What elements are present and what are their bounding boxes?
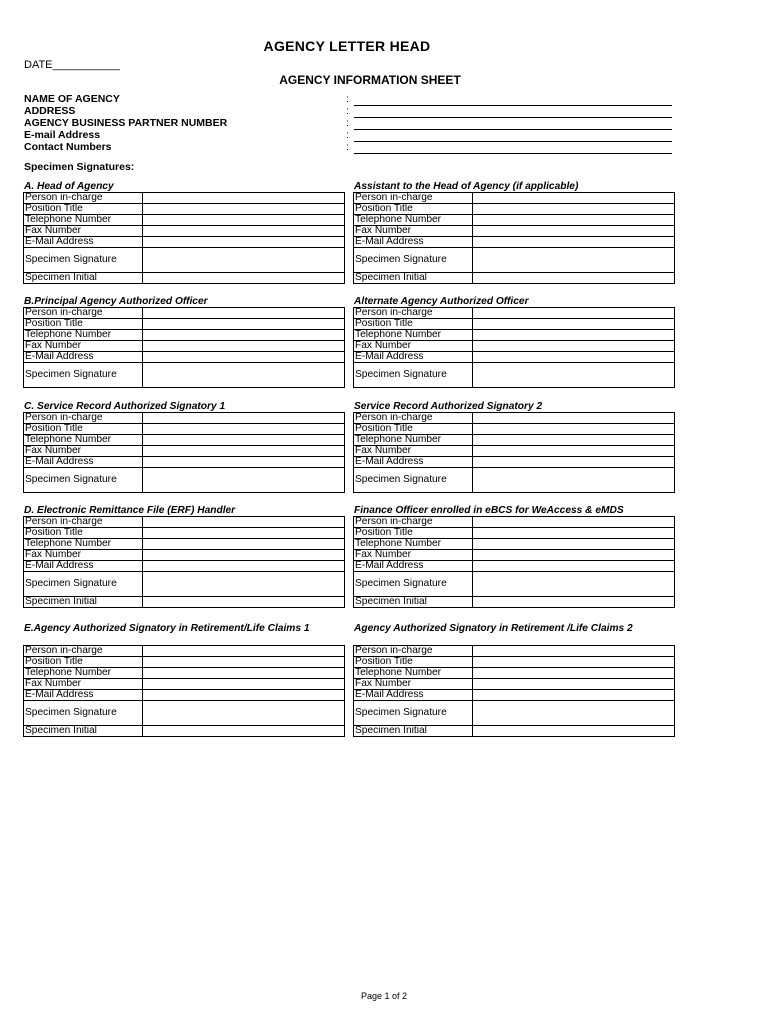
table-row <box>24 517 345 528</box>
field-input-cell[interactable] <box>143 341 345 352</box>
table-row <box>354 646 675 657</box>
table-row <box>354 668 675 679</box>
table-row <box>24 457 345 468</box>
table-row <box>24 668 345 679</box>
field-label: Telephone Number <box>354 539 473 550</box>
field-input-cell[interactable] <box>143 550 345 561</box>
field-label: Telephone Number <box>354 330 473 341</box>
field-input-cell[interactable] <box>143 726 345 737</box>
table-row <box>24 561 345 572</box>
field-label: Specimen Initial <box>24 726 143 737</box>
field-input-cell[interactable] <box>143 330 345 341</box>
field-input-cell[interactable] <box>143 273 345 284</box>
field-label: Specimen Signature <box>354 248 473 273</box>
table-row <box>24 550 345 561</box>
field-label: Specimen Signature <box>24 701 143 726</box>
field-input-cell[interactable] <box>143 413 345 424</box>
field-label: Specimen Signature <box>354 701 473 726</box>
field-label: Position Title <box>24 319 143 330</box>
field-label: Fax Number <box>354 679 473 690</box>
field-label: Fax Number <box>354 341 473 352</box>
section-c-right-table <box>353 412 675 493</box>
field-input-cell[interactable] <box>143 572 345 597</box>
table-row <box>24 237 345 248</box>
field-input-cell[interactable] <box>473 701 675 726</box>
page-number: Page 1 of 2 <box>360 991 408 1001</box>
field-label: E-Mail Address <box>354 457 473 468</box>
field-label: Person in-charge <box>24 646 143 657</box>
section-e-right-table <box>353 645 675 737</box>
field-input-cell[interactable] <box>143 226 345 237</box>
table-row <box>24 352 345 363</box>
field-label: Telephone Number <box>354 215 473 226</box>
sheet-subtitle: AGENCY INFORMATION SHEET <box>279 73 461 87</box>
info-colon: : <box>346 93 349 105</box>
field-input-cell[interactable] <box>143 248 345 273</box>
table-row <box>354 690 675 701</box>
field-label: E-Mail Address <box>24 457 143 468</box>
field-input-cell[interactable] <box>473 457 675 468</box>
field-label: Person in-charge <box>24 413 143 424</box>
table-row <box>24 468 345 493</box>
info-label: Contact Numbers <box>24 141 112 153</box>
table-row <box>354 237 675 248</box>
field-input-cell[interactable] <box>143 424 345 435</box>
table-row <box>354 528 675 539</box>
date-field[interactable]: DATE___________ <box>24 59 120 71</box>
field-input-cell[interactable] <box>473 341 675 352</box>
table-row <box>354 561 675 572</box>
field-label: Position Title <box>354 424 473 435</box>
field-input-cell[interactable] <box>143 668 345 679</box>
field-input-cell[interactable] <box>473 273 675 284</box>
field-input-cell[interactable] <box>473 424 675 435</box>
section-c-left-title: C. Service Record Authorized Signatory 1 <box>24 401 226 412</box>
field-label: Specimen Signature <box>24 248 143 273</box>
table-row <box>24 204 345 215</box>
field-input-cell[interactable] <box>143 528 345 539</box>
section-e-left-title: E.Agency Authorized Signatory in Retirement/Life Claims 1 <box>24 623 310 634</box>
info-label: E-mail Address <box>24 129 101 141</box>
table-row <box>24 528 345 539</box>
field-label: Position Title <box>354 319 473 330</box>
table-row <box>354 341 675 352</box>
field-label: Fax Number <box>354 550 473 561</box>
field-input-cell[interactable] <box>473 435 675 446</box>
field-label: Specimen Initial <box>24 273 143 284</box>
field-input-cell[interactable] <box>143 539 345 550</box>
section-a-right-table <box>353 192 675 284</box>
table-row <box>24 679 345 690</box>
field-input-cell[interactable] <box>143 457 345 468</box>
field-label: Telephone Number <box>354 668 473 679</box>
field-label: E-Mail Address <box>24 561 143 572</box>
table-row <box>24 319 345 330</box>
table-row <box>354 319 675 330</box>
table-row <box>354 226 675 237</box>
field-input-cell[interactable] <box>473 204 675 215</box>
field-input-cell[interactable] <box>473 226 675 237</box>
field-label: Specimen Initial <box>354 726 473 737</box>
field-label: Fax Number <box>24 550 143 561</box>
field-label: Telephone Number <box>24 435 143 446</box>
section-d-left-table <box>23 516 345 608</box>
table-row <box>24 446 345 457</box>
info-colon: : <box>346 117 349 129</box>
table-row <box>24 413 345 424</box>
section-a-left-table <box>23 192 345 284</box>
table-row <box>354 193 675 204</box>
info-label: NAME OF AGENCY <box>24 93 120 105</box>
field-input-cell[interactable] <box>143 319 345 330</box>
section-c-right-title: Service Record Authorized Signatory 2 <box>354 401 543 412</box>
table-row <box>354 539 675 550</box>
field-label: E-Mail Address <box>354 237 473 248</box>
field-label: Telephone Number <box>24 668 143 679</box>
info-colon: : <box>346 141 349 153</box>
field-label: Specimen Signature <box>354 363 473 388</box>
field-label: Position Title <box>354 657 473 668</box>
field-input-cell[interactable] <box>473 319 675 330</box>
field-input-cell[interactable] <box>143 237 345 248</box>
table-row <box>354 248 675 273</box>
table-row <box>24 330 345 341</box>
field-input-cell[interactable] <box>473 517 675 528</box>
field-label: Position Title <box>24 657 143 668</box>
field-label: Specimen Initial <box>354 597 473 608</box>
section-b-right-table <box>353 307 675 388</box>
table-row <box>354 352 675 363</box>
table-row <box>354 679 675 690</box>
table-row <box>354 435 675 446</box>
field-input-cell[interactable] <box>473 468 675 493</box>
field-input-cell[interactable] <box>143 690 345 701</box>
field-input-cell[interactable] <box>473 330 675 341</box>
field-label: Person in-charge <box>354 193 473 204</box>
table-row <box>24 363 345 388</box>
field-input-cell[interactable] <box>143 215 345 226</box>
field-input-cell[interactable] <box>473 352 675 363</box>
table-row <box>354 413 675 424</box>
field-input-cell[interactable] <box>143 657 345 668</box>
section-b-right-title: Alternate Agency Authorized Officer <box>354 296 529 307</box>
table-row <box>24 597 345 608</box>
field-label: Fax Number <box>24 446 143 457</box>
field-label: Position Title <box>24 528 143 539</box>
field-label: Person in-charge <box>24 517 143 528</box>
table-row <box>354 204 675 215</box>
field-label: Person in-charge <box>354 646 473 657</box>
field-label: E-Mail Address <box>24 352 143 363</box>
table-row <box>354 308 675 319</box>
field-input-cell[interactable] <box>143 352 345 363</box>
table-row <box>24 341 345 352</box>
table-row <box>354 657 675 668</box>
table-row <box>24 424 345 435</box>
field-input-cell[interactable] <box>473 308 675 319</box>
table-row <box>24 435 345 446</box>
field-label: E-Mail Address <box>24 690 143 701</box>
field-label: Position Title <box>24 424 143 435</box>
section-c-left-table <box>23 412 345 493</box>
field-input-cell[interactable] <box>473 539 675 550</box>
field-label: Position Title <box>24 204 143 215</box>
field-input-cell[interactable] <box>143 308 345 319</box>
field-input-cell[interactable] <box>473 446 675 457</box>
field-input-cell[interactable] <box>473 679 675 690</box>
section-b-left-table <box>23 307 345 388</box>
field-input-cell[interactable] <box>143 701 345 726</box>
info-label: AGENCY BUSINESS PARTNER NUMBER <box>24 117 228 129</box>
field-label: Specimen Signature <box>354 468 473 493</box>
info-row-contact-numbers[interactable] <box>24 142 672 154</box>
field-input-cell[interactable] <box>143 446 345 457</box>
field-input-cell[interactable] <box>473 690 675 701</box>
section-d-left-title: D. Electronic Remittance File (ERF) Handler <box>24 505 236 516</box>
field-input-cell[interactable] <box>473 668 675 679</box>
section-a-left-title: A. Head of Agency <box>24 181 114 192</box>
table-row <box>24 248 345 273</box>
info-label: ADDRESS <box>24 105 76 117</box>
field-input-cell[interactable] <box>473 215 675 226</box>
field-label: E-Mail Address <box>354 561 473 572</box>
section-e-right-title: Agency Authorized Signatory in Retirement /Life Claims 2 <box>354 623 633 634</box>
table-row <box>24 273 345 284</box>
field-input-cell[interactable] <box>143 363 345 388</box>
field-input-cell[interactable] <box>143 468 345 493</box>
table-row <box>24 572 345 597</box>
field-label: Person in-charge <box>24 308 143 319</box>
field-input-cell[interactable] <box>473 550 675 561</box>
table-row <box>354 597 675 608</box>
info-colon: : <box>346 105 349 117</box>
field-label: Position Title <box>354 528 473 539</box>
table-row <box>354 550 675 561</box>
field-label: Telephone Number <box>24 539 143 550</box>
field-label: Specimen Signature <box>24 468 143 493</box>
info-colon: : <box>346 129 349 141</box>
field-label: Specimen Initial <box>24 597 143 608</box>
table-row <box>24 193 345 204</box>
section-d-right-title: Finance Officer enrolled in eBCS for WeAccess & eMDS <box>354 505 624 516</box>
field-label: Person in-charge <box>24 193 143 204</box>
section-a-right-title: Assistant to the Head of Agency (if applicable) <box>354 181 579 192</box>
field-label: E-Mail Address <box>24 237 143 248</box>
table-row <box>24 226 345 237</box>
field-input-cell[interactable] <box>473 363 675 388</box>
field-input-cell[interactable] <box>143 204 345 215</box>
field-label: Person in-charge <box>354 308 473 319</box>
field-label: Position Title <box>354 204 473 215</box>
table-row <box>354 701 675 726</box>
table-row <box>24 539 345 550</box>
field-input-cell[interactable] <box>473 597 675 608</box>
table-row <box>354 330 675 341</box>
table-row <box>354 273 675 284</box>
field-label: Specimen Initial <box>354 273 473 284</box>
field-input-cell[interactable] <box>473 657 675 668</box>
field-input-cell[interactable] <box>473 193 675 204</box>
field-label: Person in-charge <box>354 413 473 424</box>
section-e-left-table <box>23 645 345 737</box>
field-input-cell[interactable] <box>143 679 345 690</box>
field-input-cell[interactable] <box>143 435 345 446</box>
field-label: Specimen Signature <box>354 572 473 597</box>
field-input-cell[interactable] <box>143 193 345 204</box>
field-input-cell[interactable] <box>473 561 675 572</box>
field-input-cell[interactable] <box>473 413 675 424</box>
table-row <box>354 726 675 737</box>
field-input-cell[interactable] <box>473 528 675 539</box>
field-label: Fax Number <box>354 226 473 237</box>
field-label: Telephone Number <box>24 215 143 226</box>
table-row <box>354 457 675 468</box>
page-title: AGENCY LETTER HEAD <box>263 38 431 54</box>
field-input-cell[interactable] <box>143 597 345 608</box>
field-label: Fax Number <box>354 446 473 457</box>
field-input-cell[interactable] <box>143 646 345 657</box>
table-row <box>24 690 345 701</box>
field-input-cell[interactable] <box>473 646 675 657</box>
field-label: Fax Number <box>24 226 143 237</box>
specimen-signatures-heading: Specimen Signatures: <box>24 161 135 173</box>
table-row <box>354 424 675 435</box>
field-label: Specimen Signature <box>24 572 143 597</box>
table-row <box>24 657 345 668</box>
table-row <box>354 446 675 457</box>
section-d-right-table <box>353 516 675 608</box>
field-label: Fax Number <box>24 341 143 352</box>
field-label: Telephone Number <box>354 435 473 446</box>
table-row <box>24 726 345 737</box>
field-input-cell[interactable] <box>473 726 675 737</box>
table-row <box>354 572 675 597</box>
table-row <box>354 468 675 493</box>
table-row <box>354 215 675 226</box>
table-row <box>24 215 345 226</box>
field-label: E-Mail Address <box>354 352 473 363</box>
section-b-left-title: B.Principal Agency Authorized Officer <box>24 296 208 307</box>
info-fill-line[interactable] <box>354 153 672 154</box>
field-label: Person in-charge <box>354 517 473 528</box>
table-row <box>24 701 345 726</box>
field-input-cell[interactable] <box>473 572 675 597</box>
field-input-cell[interactable] <box>473 237 675 248</box>
table-row <box>24 646 345 657</box>
field-input-cell[interactable] <box>143 517 345 528</box>
agency-info-block <box>24 94 672 154</box>
field-input-cell[interactable] <box>143 561 345 572</box>
field-label: E-Mail Address <box>354 690 473 701</box>
table-row <box>24 308 345 319</box>
field-label: Specimen Signature <box>24 363 143 388</box>
field-label: Telephone Number <box>24 330 143 341</box>
field-label: Fax Number <box>24 679 143 690</box>
field-input-cell[interactable] <box>473 248 675 273</box>
table-row <box>354 363 675 388</box>
table-row <box>354 517 675 528</box>
